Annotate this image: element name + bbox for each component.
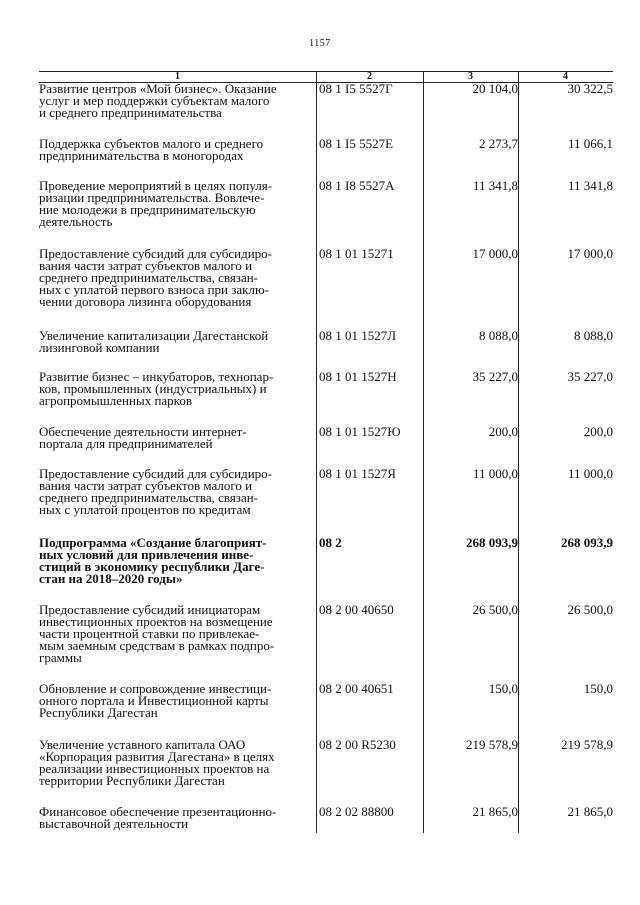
row-code: 08 1 01 15271 xyxy=(319,246,394,261)
row-value-3: 26 500,0 xyxy=(472,602,518,617)
row-code: 08 1 01 1527Н xyxy=(319,369,397,384)
row-code: 08 2 00 40651 xyxy=(319,681,394,696)
row-value-4: 150,0 xyxy=(583,681,613,696)
table-row xyxy=(39,330,613,354)
row-value-3: 35 227,0 xyxy=(472,369,518,384)
row-value-3: 2 273,7 xyxy=(479,136,518,151)
row-name: Увеличение капитализации Дагестанской лизинговой компании xyxy=(39,328,269,355)
row-value-3: 11 000,0 xyxy=(472,466,518,481)
header-col-4: 4 xyxy=(563,71,568,82)
row-value-3: 17 000,0 xyxy=(472,246,518,261)
row-value-4: 30 322,5 xyxy=(567,81,613,96)
table-row xyxy=(39,83,613,119)
row-code: 08 2 00 40650 xyxy=(319,602,394,617)
table-row xyxy=(39,180,613,228)
header-col-2: 2 xyxy=(367,71,372,82)
row-name: Подпрограмма «Создание благоприят- ных условий для привлечения инве- стиций в экономику республики Даге- стан на 2018–2020 годы» xyxy=(39,535,267,586)
row-code: 08 1 01 1527Ю xyxy=(319,424,401,439)
row-name: Поддержка субъектов малого и среднего предпринимательства в моногородах xyxy=(39,136,264,163)
row-code: 08 1 I5 5527Е xyxy=(319,136,394,151)
row-name: Предоставление субсидий для субсидиро- вания части затрат субъектов малого и среднего предпринимательства, связан- ных с уплатой процентов по кредитам xyxy=(39,466,273,517)
row-value-3: 150,0 xyxy=(488,681,518,696)
row-name: Обновление и сопровождение инвестици- онного портала и Инвестиционной карты Республики Дагестан xyxy=(39,681,272,720)
row-name: Предоставление субсидий инициаторам инвестиционных проектов на возмещение части процентной ставки по привлекае- мым заемным средствам в рамках подпро- граммы xyxy=(39,602,275,665)
row-name: Развитие бизнес – инкубаторов, технопар- ков, промышленных (индустриальных) и агропромышленных парков xyxy=(39,369,274,408)
row-code: 08 1 I5 5527Г xyxy=(319,81,393,96)
row-value-3: 219 578,9 xyxy=(466,737,518,752)
row-name: Развитие центров «Мой бизнес». Оказание услуг и мер поддержки субъектам малого и среднего предпринимательства xyxy=(39,81,277,120)
row-code: 08 2 00 R5230 xyxy=(319,737,396,752)
budget-table xyxy=(39,71,613,833)
row-name: Обеспечение деятельности интернет- портала для предпринимателей xyxy=(39,424,247,451)
table-row xyxy=(39,426,613,450)
row-value-4: 21 865,0 xyxy=(567,804,613,819)
row-code: 08 2 02 88800 xyxy=(319,804,394,819)
row-code: 08 1 01 1527Я xyxy=(319,466,396,481)
row-code: 08 1 01 1527Л xyxy=(319,328,397,343)
row-name: Увеличение уставного капитала ОАО «Корпорация развития Дагестана» в целях реализации инвестиционных проектов на территории Республики Дагестан xyxy=(39,737,275,788)
row-name: Финансовое обеспечение презентационно- выставочной деятельности xyxy=(39,804,277,831)
table-row xyxy=(39,248,613,308)
row-value-3: 8 088,0 xyxy=(479,328,518,343)
table-row xyxy=(39,806,613,830)
row-value-3: 21 865,0 xyxy=(472,804,518,819)
row-value-4: 11 066,1 xyxy=(567,136,613,151)
table-row xyxy=(39,371,613,407)
page-number: 1157 xyxy=(309,38,331,49)
table-row-subprogram xyxy=(39,537,613,585)
table-row xyxy=(39,138,613,162)
table-row xyxy=(39,468,613,516)
header-col-3: 3 xyxy=(468,71,473,82)
table-row xyxy=(39,683,613,719)
row-value-4: 11 000,0 xyxy=(567,466,613,481)
row-value-4: 268 093,9 xyxy=(561,535,613,550)
row-name: Предоставление субсидий для субсидиро- вания части затрат субъектов малого и среднего предпринимательства, связан- ных с уплатой первого взноса при заклю- чении договора лизинга оборудования xyxy=(39,246,273,309)
row-code: 08 2 xyxy=(319,535,342,550)
header-col-1: 1 xyxy=(175,71,180,82)
row-value-4: 35 227,0 xyxy=(567,369,613,384)
row-value-4: 200,0 xyxy=(583,424,613,439)
row-value-4: 8 088,0 xyxy=(574,328,613,343)
table-row xyxy=(39,604,613,664)
row-value-4: 26 500,0 xyxy=(567,602,613,617)
row-value-4: 11 341,8 xyxy=(567,178,613,193)
row-value-4: 219 578,9 xyxy=(561,737,613,752)
row-code: 08 1 I8 5527А xyxy=(319,178,395,193)
row-value-3: 20 104,0 xyxy=(472,81,518,96)
row-value-3: 200,0 xyxy=(488,424,518,439)
row-value-3: 11 341,8 xyxy=(472,178,518,193)
row-value-4: 17 000,0 xyxy=(567,246,613,261)
table-row xyxy=(39,739,613,787)
row-name: Проведение мероприятий в целях популя- ризации предпринимательства. Вовлече- ние молодежи в предпринимательскую деятельность xyxy=(39,178,273,229)
row-value-3: 268 093,9 xyxy=(466,535,518,550)
